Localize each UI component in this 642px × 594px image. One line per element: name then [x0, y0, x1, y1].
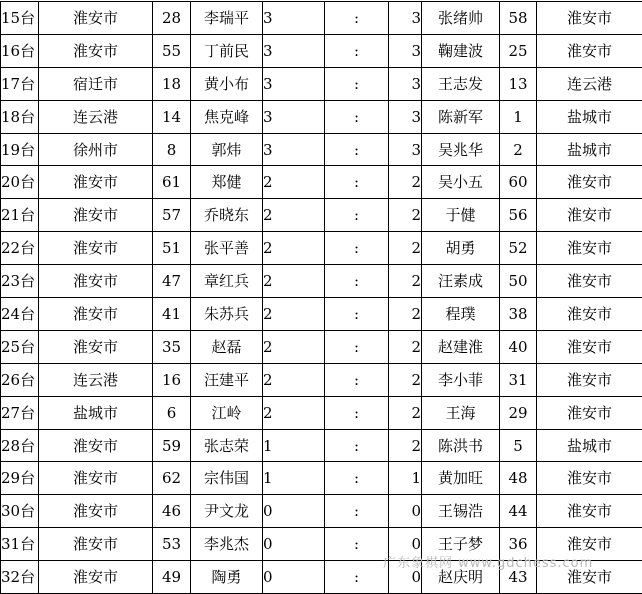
city-b: 淮安市: [537, 199, 642, 232]
player-a-score: 2: [263, 166, 325, 199]
player-b-name: 王锡浩: [422, 495, 500, 528]
board-number: 16台: [1, 34, 39, 67]
board-number: 25台: [1, 330, 39, 363]
player-b-number: 2: [500, 133, 537, 166]
player-a-score: 1: [263, 462, 325, 495]
city-a: 徐州市: [39, 133, 153, 166]
city-b: 淮安市: [537, 528, 642, 561]
city-a: 盐城市: [39, 396, 153, 429]
player-b-score: 0: [389, 528, 422, 561]
board-number: 17台: [1, 67, 39, 100]
city-b: 盐城市: [537, 133, 642, 166]
score-separator: :: [325, 232, 389, 265]
city-b: 盐城市: [537, 100, 642, 133]
player-b-number: 29: [500, 396, 537, 429]
board-number: 22台: [1, 232, 39, 265]
player-b-number: 38: [500, 298, 537, 331]
player-b-name: 汪素成: [422, 265, 500, 298]
player-a-score: 0: [263, 561, 325, 594]
player-a-score: 2: [263, 363, 325, 396]
board-number: 26台: [1, 363, 39, 396]
player-a-number: 46: [153, 495, 191, 528]
city-b: 淮安市: [537, 561, 642, 594]
table-row: [1, 528, 642, 561]
city-a: 淮安市: [39, 561, 153, 594]
player-a-number: 47: [153, 265, 191, 298]
player-b-name: 陈新军: [422, 100, 500, 133]
table-row: [1, 232, 642, 265]
player-a-name: 赵磊: [191, 330, 263, 363]
pairings-table-body: [1, 2, 642, 594]
player-b-score: 3: [389, 133, 422, 166]
player-a-name: 张志荣: [191, 429, 263, 462]
player-a-score: 2: [263, 298, 325, 331]
player-b-score: 2: [389, 166, 422, 199]
player-b-score: 3: [389, 100, 422, 133]
player-b-number: 56: [500, 199, 537, 232]
city-b: 淮安市: [537, 462, 642, 495]
player-b-score: 2: [389, 199, 422, 232]
table-row: [1, 429, 642, 462]
player-a-score: 3: [263, 67, 325, 100]
player-a-score: 2: [263, 396, 325, 429]
table-row: [1, 2, 642, 35]
score-separator: :: [325, 298, 389, 331]
player-a-score: 0: [263, 495, 325, 528]
player-a-name: 尹文龙: [191, 495, 263, 528]
player-b-name: 于健: [422, 199, 500, 232]
city-b: 淮安市: [537, 166, 642, 199]
score-separator: :: [325, 199, 389, 232]
board-number: 21台: [1, 199, 39, 232]
city-a: 淮安市: [39, 429, 153, 462]
player-b-number: 50: [500, 265, 537, 298]
table-row: [1, 199, 642, 232]
player-b-number: 60: [500, 166, 537, 199]
player-b-number: 52: [500, 232, 537, 265]
site-watermark: 广东象棋网 www.gdchess.com: [383, 552, 593, 571]
player-b-name: 赵建淮: [422, 330, 500, 363]
player-b-score: 3: [389, 34, 422, 67]
board-number: 23台: [1, 265, 39, 298]
player-b-score: 2: [389, 396, 422, 429]
player-b-number: 36: [500, 528, 537, 561]
player-b-number: 40: [500, 330, 537, 363]
table-row: [1, 462, 642, 495]
player-a-number: 62: [153, 462, 191, 495]
score-separator: :: [325, 2, 389, 35]
table-row: [1, 133, 642, 166]
board-number: 24台: [1, 298, 39, 331]
player-b-score: 2: [389, 265, 422, 298]
player-b-number: 13: [500, 67, 537, 100]
score-separator: :: [325, 363, 389, 396]
player-a-score: 0: [263, 528, 325, 561]
player-a-score: 3: [263, 133, 325, 166]
player-b-name: 李小菲: [422, 363, 500, 396]
player-b-score: 2: [389, 330, 422, 363]
score-separator: :: [325, 330, 389, 363]
city-b: 盐城市: [537, 429, 642, 462]
player-b-name: 鞠建波: [422, 34, 500, 67]
score-separator: :: [325, 265, 389, 298]
city-b: 淮安市: [537, 232, 642, 265]
player-b-name: 吴兆华: [422, 133, 500, 166]
player-a-number: 57: [153, 199, 191, 232]
player-a-name: 朱苏兵: [191, 298, 263, 331]
player-b-score: 2: [389, 232, 422, 265]
board-number: 31台: [1, 528, 39, 561]
city-a: 淮安市: [39, 265, 153, 298]
player-a-number: 55: [153, 34, 191, 67]
player-a-name: 汪建平: [191, 363, 263, 396]
table-row: [1, 330, 642, 363]
city-a: 淮安市: [39, 166, 153, 199]
city-a: 宿迁市: [39, 67, 153, 100]
player-a-name: 焦克峰: [191, 100, 263, 133]
player-b-score: 2: [389, 363, 422, 396]
player-b-number: 5: [500, 429, 537, 462]
player-a-number: 41: [153, 298, 191, 331]
player-a-name: 宗伟国: [191, 462, 263, 495]
table-row: [1, 100, 642, 133]
player-a-score: 2: [263, 265, 325, 298]
player-b-name: 程璞: [422, 298, 500, 331]
player-a-name: 陶勇: [191, 561, 263, 594]
player-a-number: 28: [153, 2, 191, 35]
board-number: 20台: [1, 166, 39, 199]
score-separator: :: [325, 100, 389, 133]
city-a: 淮安市: [39, 2, 153, 35]
player-b-number: 25: [500, 34, 537, 67]
player-b-name: 王子梦: [422, 528, 500, 561]
table-row: [1, 265, 642, 298]
board-number: 18台: [1, 100, 39, 133]
city-b: 淮安市: [537, 330, 642, 363]
table-row: [1, 166, 642, 199]
city-a: 连云港: [39, 100, 153, 133]
player-b-number: 44: [500, 495, 537, 528]
table-row: [1, 495, 642, 528]
city-b: 淮安市: [537, 363, 642, 396]
city-a: 淮安市: [39, 298, 153, 331]
player-a-name: 张平善: [191, 232, 263, 265]
player-b-score: 2: [389, 298, 422, 331]
player-a-number: 59: [153, 429, 191, 462]
player-b-number: 43: [500, 561, 537, 594]
pairings-table: [0, 1, 642, 594]
board-number: 28台: [1, 429, 39, 462]
table-row: [1, 396, 642, 429]
player-a-name: 丁前民: [191, 34, 263, 67]
board-number: 15台: [1, 2, 39, 35]
player-a-name: 李瑞平: [191, 2, 263, 35]
score-separator: :: [325, 528, 389, 561]
table-row: [1, 34, 642, 67]
city-a: 淮安市: [39, 232, 153, 265]
score-separator: :: [325, 67, 389, 100]
player-a-number: 18: [153, 67, 191, 100]
score-separator: :: [325, 34, 389, 67]
player-b-name: 黄加旺: [422, 462, 500, 495]
player-a-number: 8: [153, 133, 191, 166]
city-a: 淮安市: [39, 34, 153, 67]
table-row: [1, 67, 642, 100]
city-b: 淮安市: [537, 495, 642, 528]
board-number: 30台: [1, 495, 39, 528]
board-number: 19台: [1, 133, 39, 166]
player-b-name: 王志发: [422, 67, 500, 100]
score-separator: :: [325, 396, 389, 429]
score-separator: :: [325, 133, 389, 166]
player-b-score: 3: [389, 2, 422, 35]
score-separator: :: [325, 166, 389, 199]
city-a: 淮安市: [39, 528, 153, 561]
score-separator: :: [325, 462, 389, 495]
player-b-name: 赵庆明: [422, 561, 500, 594]
player-a-number: 53: [153, 528, 191, 561]
player-a-number: 35: [153, 330, 191, 363]
player-b-number: 31: [500, 363, 537, 396]
city-a: 淮安市: [39, 330, 153, 363]
player-a-name: 乔晓东: [191, 199, 263, 232]
score-separator: :: [325, 429, 389, 462]
player-a-number: 49: [153, 561, 191, 594]
player-b-name: 张绪帅: [422, 2, 500, 35]
player-a-score: 3: [263, 100, 325, 133]
player-a-score: 3: [263, 2, 325, 35]
table-row: [1, 561, 642, 594]
player-b-name: 王海: [422, 396, 500, 429]
city-b: 淮安市: [537, 2, 642, 35]
player-a-name: 郭炜: [191, 133, 263, 166]
player-b-score: 2: [389, 429, 422, 462]
player-a-score: 2: [263, 232, 325, 265]
city-a: 连云港: [39, 363, 153, 396]
player-a-name: 黄小布: [191, 67, 263, 100]
score-separator: :: [325, 495, 389, 528]
player-b-score: 0: [389, 561, 422, 594]
city-b: 淮安市: [537, 265, 642, 298]
board-number: 27台: [1, 396, 39, 429]
player-b-score: 3: [389, 67, 422, 100]
player-a-score: 2: [263, 330, 325, 363]
city-a: 淮安市: [39, 462, 153, 495]
city-a: 淮安市: [39, 199, 153, 232]
city-b: 连云港: [537, 67, 642, 100]
player-a-number: 16: [153, 363, 191, 396]
player-b-score: 1: [389, 462, 422, 495]
city-b: 淮安市: [537, 34, 642, 67]
player-a-number: 14: [153, 100, 191, 133]
player-a-name: 江岭: [191, 396, 263, 429]
table-row: [1, 363, 642, 396]
player-b-name: 吴小五: [422, 166, 500, 199]
player-b-number: 58: [500, 2, 537, 35]
player-a-number: 51: [153, 232, 191, 265]
player-b-name: 胡勇: [422, 232, 500, 265]
city-b: 淮安市: [537, 298, 642, 331]
player-a-score: 2: [263, 199, 325, 232]
city-a: 淮安市: [39, 495, 153, 528]
score-separator: :: [325, 561, 389, 594]
board-number: 29台: [1, 462, 39, 495]
player-a-score: 3: [263, 34, 325, 67]
player-a-score: 1: [263, 429, 325, 462]
table-row: [1, 298, 642, 331]
city-b: 淮安市: [537, 396, 642, 429]
player-a-name: 郑健: [191, 166, 263, 199]
player-b-number: 48: [500, 462, 537, 495]
player-a-name: 李兆杰: [191, 528, 263, 561]
player-b-score: 0: [389, 495, 422, 528]
player-b-name: 陈洪书: [422, 429, 500, 462]
player-b-number: 1: [500, 100, 537, 133]
player-a-number: 61: [153, 166, 191, 199]
player-a-number: 6: [153, 396, 191, 429]
player-a-name: 章红兵: [191, 265, 263, 298]
board-number: 32台: [1, 561, 39, 594]
